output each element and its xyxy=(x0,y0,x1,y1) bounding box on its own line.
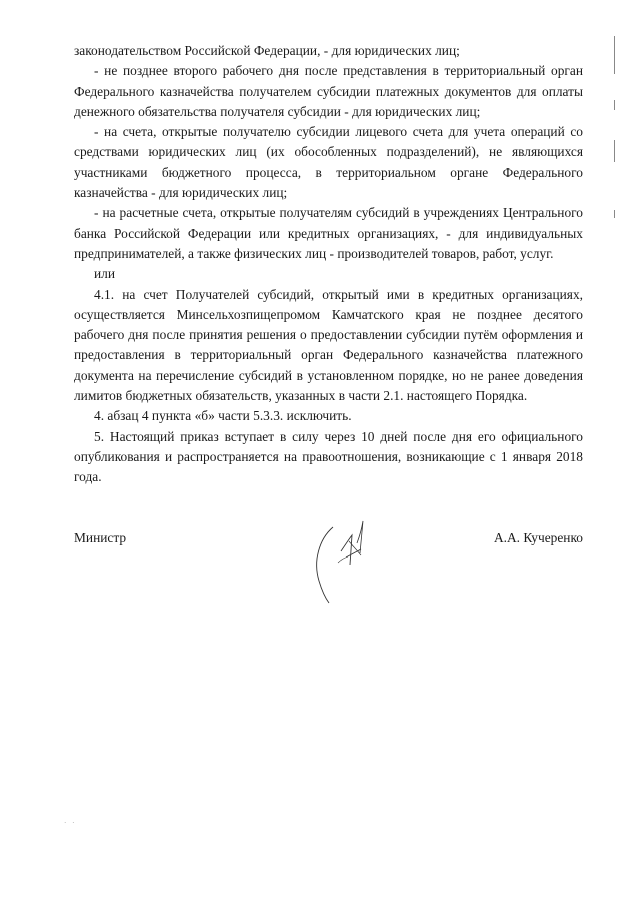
handwritten-signature xyxy=(305,505,380,605)
signatory-title: Министр xyxy=(74,530,127,545)
paragraph-settlement-accounts: - на расчетные счета, открытые получателям субсидий в учреждениях Центрального банка Российской Федерации или кредитных организациях, - для индивидуальных предпринимателей, а также физических лиц - производителей товаров, работ, услуг. xyxy=(74,205,583,261)
paragraph-or: или xyxy=(94,266,116,282)
paragraph-4-1: 4.1. на счет Получателей субсидий, открытый ими в кредитных организациях, осуществляется Минсельхозпищепромом Камчатского края не позднее десятого рабочего дня после принятия решения о предоставлении субсидии путём оформления и предоставления в территориальный орган Федерального казначейства платежного документа на перечисление субсидий в установленном порядке, но не ранее доведения лимитов бюджетных обязательств, указанных в части 2.1. настоящего Порядка. xyxy=(74,286,583,404)
scan-margin-mark xyxy=(614,140,615,162)
paragraph-5: 5. Настоящий приказ вступает в силу через 10 дней после дня его официального опубликования и распространяется на правоотношения, возникающие с 1 января 2018 года. xyxy=(74,428,583,485)
scan-margin-mark xyxy=(614,100,615,110)
signatory-name: А.А. Кучеренко xyxy=(493,530,583,545)
document-body xyxy=(74,41,583,488)
paragraph-personal-accounts: - на счета, открытые получателю субсидии лицевого счета для учета операций со средствами юридических лиц (их обособленных подразделений), не являющихся участниками бюджетного процесса, в территориальном органе Федерального казначейства - для юридических лиц; xyxy=(74,124,583,201)
paragraph-4: 4. абзац 4 пункта «б» части 5.3.3. исключить. xyxy=(94,408,352,424)
paragraph-second-business-day: - не позднее второго рабочего дня после представления в территориальный орган Федерального казначейства получателем субсидии платежных документов для оплаты денежного обязательства получателя субсидии - для юридических лиц; xyxy=(74,63,583,119)
scan-margin-mark xyxy=(614,210,615,218)
scan-margin-mark xyxy=(614,36,615,74)
paragraph-continuation: законодательством Российской Федерации, - для юридических лиц; xyxy=(74,43,460,58)
scan-dot-mark: · · xyxy=(64,819,77,827)
